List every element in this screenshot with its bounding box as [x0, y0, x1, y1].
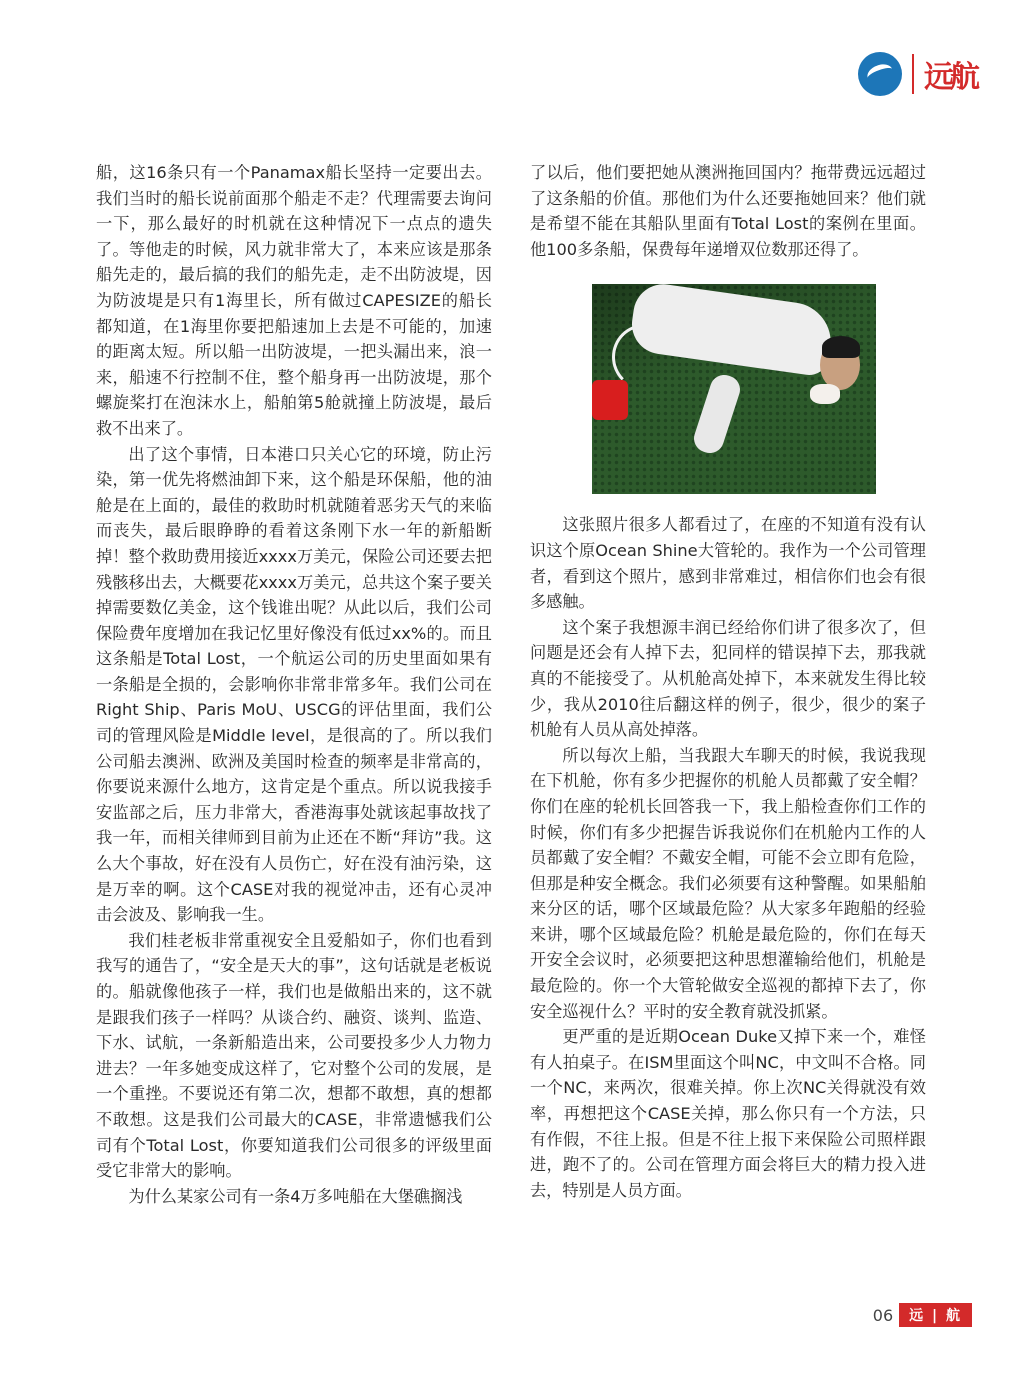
- paragraph: 我们桂老板非常重视安全且爱船如子，你们也看到我写的通告了，“安全是天大的事”，这句话就是老板说的。船就像他孩子一样，我们也是做船出来的，这不就是跟我们孩子一样吗？从谈合约、融资、谈判、监造、下水、试航，一条新船造出来，公司要投多少人力物力进去？一年多她变成这样了，它对整个公司的发展，是一个重挫。不要说还有第二次，想都不敢想，真的想都不敢想。这是我们公司最大的CASE，非常遗憾我们公司有个Total Lost，你要知道我们公司很多的评级里面受它非常大的影响。: [96, 930, 492, 1181]
- header-logo: [858, 52, 976, 96]
- page-number: 06: [872, 1305, 894, 1325]
- paragraph: 船，这16条只有一个Panamax船长坚持一定要出去。我们当时的船长说前面那个船走不走？代理需要去询问一下，那么最好的时机就在这种情况下一点点的遗失了。等他走的时候，风力就非常大了，本来应该是那条船先走的，最后搞的我们的船先走，走不出防波堤，因为防波堤是只有1海里长，所有做过CAPESIZE的船长都知道，在1海里你要把船速加上去是不可能的，加速的距离太短。所以船一出防波堤，一把头漏出来，浪一来，船速不行控制不住，整个船身再一出防波堤，那个螺旋桨打在泡沫水上，船舶第5舱就撞上防波堤，最后救不出来了。: [96, 163, 492, 438]
- person-hair: [822, 336, 860, 358]
- right-column: [530, 160, 926, 1203]
- paragraph: 这张照片很多人都看过了，在座的不知道有没有认识这个原Ocean Shine大管轮的。我作为一个公司管理者，看到这个照片，感到非常难过，相信你们也会有很多感触。: [530, 515, 926, 612]
- photo-engine-room-fall: [592, 284, 876, 494]
- paragraph: 这个案子我想源丰润已经给你们讲了很多次了，但问题是还会有人掉下去，犯同样的错误掉下去，那我就真的不能接受了。从机舱高处掉下，本来就发生得比较少，我从2010往后翻这样的例子，很少，很少的案子机舱有人员从高处掉落。: [530, 617, 926, 740]
- red-object: [592, 380, 628, 420]
- page-footer: [873, 1303, 972, 1327]
- paragraph: 为什么某家公司有一条4万多吨船在大堡礁搁浅: [128, 1186, 463, 1206]
- paragraph: 更严重的是近期Ocean Duke又掉下来一个，难怪有人拍桌子。在ISM里面这个叫NC，中文叫不合格。同一个NC，来两次，很难关掉。你上次NC关得就没有效率，再想把这个CASE关掉，那么你只有一个方法，只有作假，不往上报。但是不往上报下来保险公司照样跟进，跑不了的。公司在管理方面会将巨大的精力投入进去，特别是人员方面。: [530, 1027, 926, 1200]
- paragraph: 出了这个事情，日本港口只关心它的环境，防止污染，第一优先将燃油卸下来，这个船是环保船，他的油舱是在上面的，最佳的救助时机就随着恶劣天气的来临而丧失，最后眼睁睁的看着这条刚下水一年的新船断掉！整个救助费用接近xxxx万美元，保险公司还要去把残骸移出去，大概要花xxxx万美元，总共这个案子要关掉需要数亿美金，这个钱谁出呢？从此以后，我们公司保险费年度增加在我记忆里好像没有低过xx%的。而且这条船是Total Lost，一个航运公司的历史里面如果有一条船是全损的，会影响你非常非常多年。我们公司在Right Ship、Paris MoU、USCG的评估里面，我们公司的管理风险是Middle level，是很高的了。所以我们公司船去澳洲、欧洲及美国时检查的频率是非常高的，你要说来源什么地方，这肯定是个重点。所以说我接手安监部之后，压力非常大，香港海事处就该起事故找了我一年，而相关律师到目前为止还在不断“拜访”我。这么大个事故，好在没有人员伤亡，好在没有油污染，这是万幸的啊。这个CASE对我的视觉冲击，还有心灵冲击会波及、影响我一生。: [96, 444, 492, 925]
- paragraph: 所以每次上船，当我跟大车聊天的时候，我说我现在下机舱，你有多少把握你的机舱人员都戴了安全帽？你们在座的轮机长回答我一下，我上船检查你们工作的时候，你们有多少把握告诉我说你们在机舱内工作的人员都戴了安全帽？不戴安全帽，可能不会立即有危险，但那是种安全概念。我们必须要有这种警醒。如果船舶来分区的话，哪个区域最危险？从大家多年跑船的经验来讲，哪个区域最危险？机舱是最危险的，你们在每天开安全会议时，必须要把这种思想灌输给他们，机舱是最危险的。你一个大管轮做安全巡视的都掉下去了，你安全巡视什么？平时的安全教育就没抓紧。: [530, 745, 926, 1021]
- footer-tag: 远 | 航: [899, 1303, 972, 1327]
- rag: [810, 384, 840, 404]
- logo-divider: [912, 54, 914, 94]
- paragraph: 了以后，他们要把她从澳洲拖回国内？拖带费远远超过了这条船的价值。那他们为什么还要拖她回来？他们就是希望不能在其船队里面有Total Lost的案例在里面。他100多条船，保费每年递增双位数那还得了。: [530, 163, 926, 259]
- company-logo-icon: [858, 52, 902, 96]
- magazine-logo: 远航: [924, 60, 976, 95]
- left-column: [96, 160, 492, 1209]
